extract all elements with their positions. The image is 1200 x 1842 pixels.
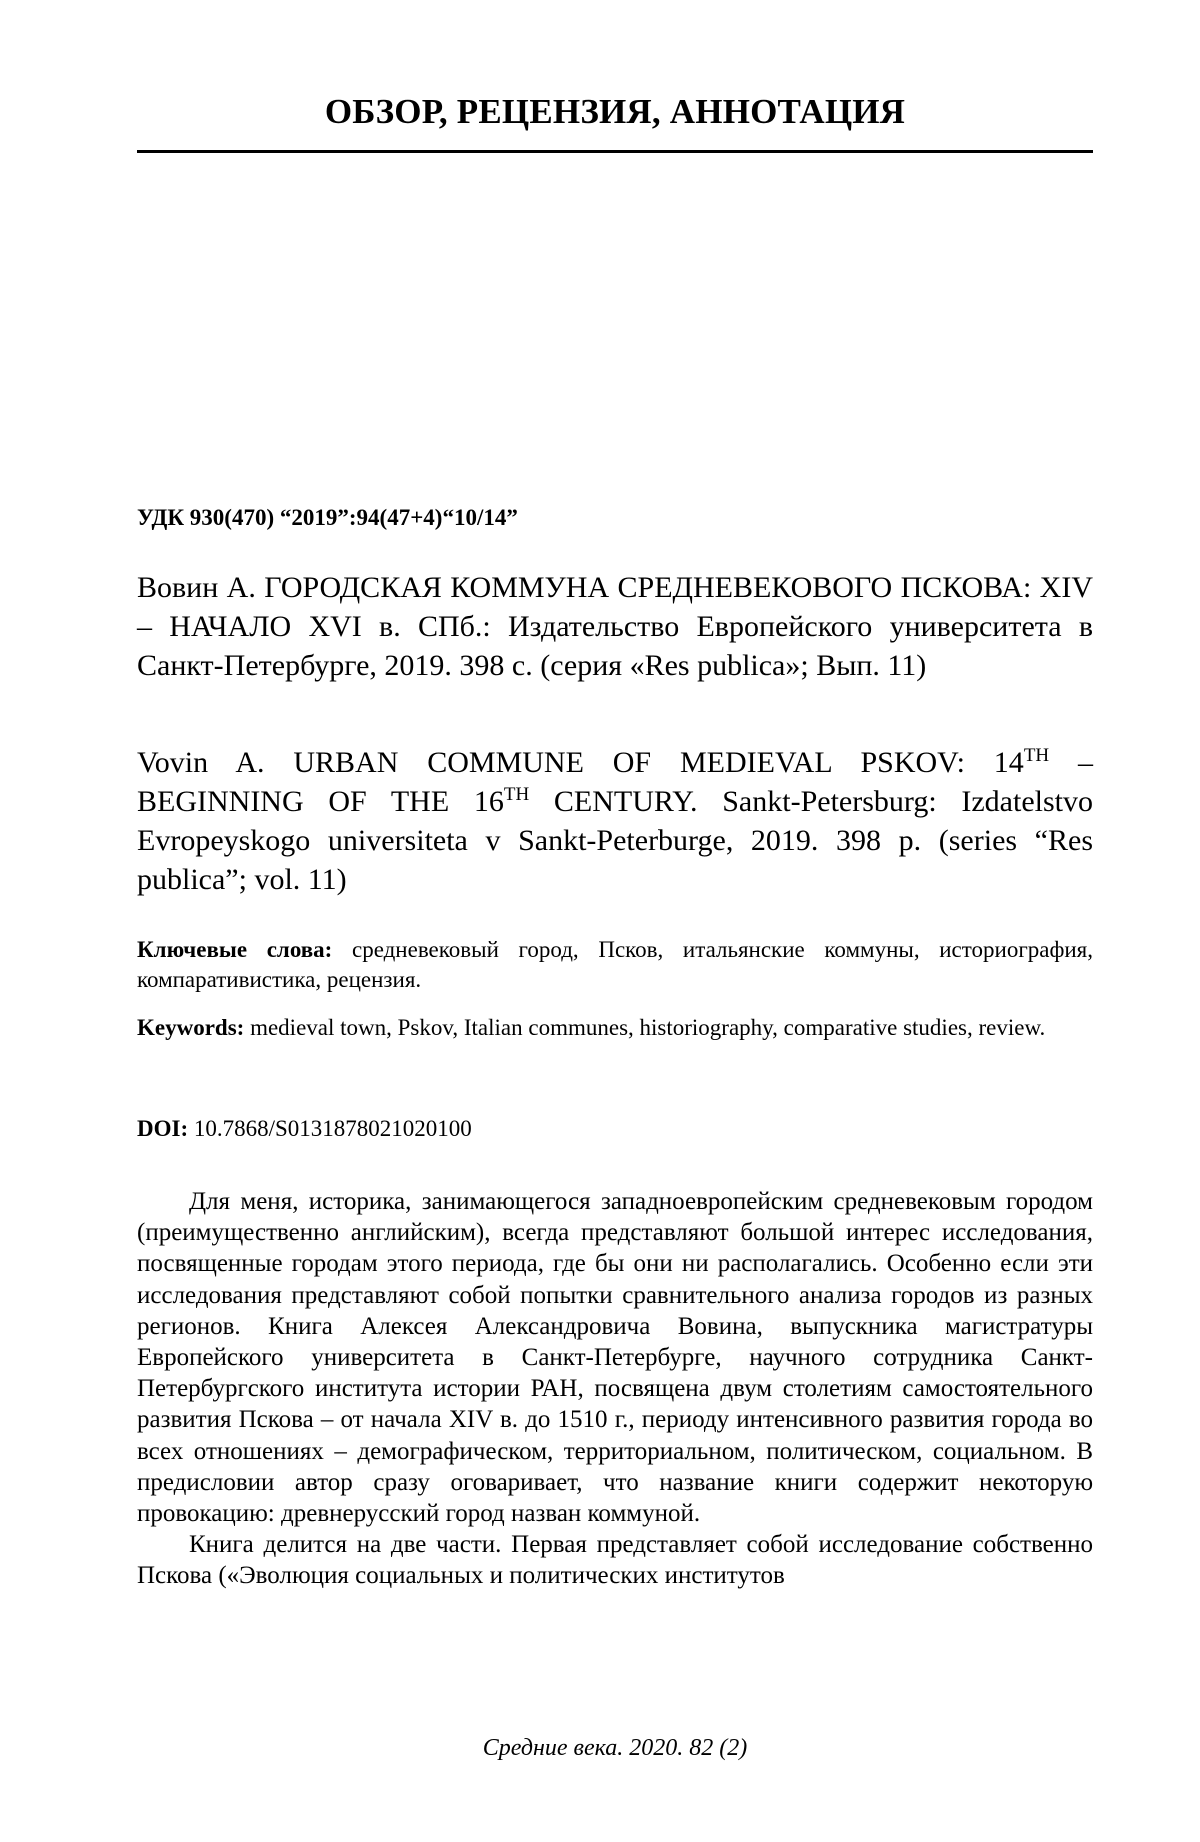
citation-english-part2: – BEGINNING OF THE 16: [137, 746, 1093, 818]
citation-english: [137, 743, 1093, 899]
keywords-russian-text: средневековый город, Псков, итальянские коммуны, историография, компаративистика, рецензия.: [137, 937, 1093, 992]
keywords-russian-label: Ключевые слова:: [137, 937, 333, 962]
citation-russian: Вовин А. ГОРОДСКАЯ КОММУНА СРЕДНЕВЕКОВОГО ПСКОВА: XIV – НАЧАЛО XVI в. СПб.: Издательство Европейского университета в Санкт-Петербурге, 2019. 398 с. (серия «Res publica»; Вып. 11): [137, 571, 1093, 682]
footer-journal: Средние века. 2020. 82: [482, 1735, 714, 1761]
article-body: [137, 1186, 1093, 1592]
udk-code: УДК 930(470) “2019”:94(47+4)“10/14”: [137, 505, 518, 530]
doi-value: 10.7868/S0131878021020100: [188, 1116, 472, 1141]
footer-open-paren: (: [713, 1735, 728, 1761]
footer-issue: 2: [727, 1735, 740, 1761]
body-paragraph-2: Книга делится на две части. Первая представляет собой исследование собственно Пскова («Эволюция социальных и политических институтов: [137, 1531, 1093, 1590]
footer-close-paren: ): [739, 1735, 748, 1761]
citation-english-sup1: TH: [1023, 745, 1050, 766]
keywords-english: [137, 1013, 1093, 1043]
doi: [137, 1116, 472, 1142]
keywords-english-text: medieval town, Pskov, Italian communes, historiography, comparative studies, review.: [244, 1015, 1046, 1040]
keywords-english-label: Keywords:: [137, 1015, 245, 1040]
keywords-russian: [137, 935, 1093, 995]
section-header: ОБЗОР, РЕЦЕНЗИЯ, АННОТАЦИЯ: [324, 92, 906, 131]
body-paragraph-1: Для меня, историка, занимающегося западноевропейским средневековым городом (преимущественно английским), всегда представляют большой интерес исследования, посвященные городам этого периода, где бы они ни располагались. Особенно если эти исследования представляют собой попытки сравнительного анализа городов из разных регионов. Книга Алексея Александровича Вовина, выпускника магистратуры Европейского университета в Санкт-Петербурге, научного сотрудника Санкт-Петербургского института истории РАН, посвящена двум столетиям самостоятельного развития Пскова – от начала XIV в. до 1510 г., периоду интенсивного развития города во всех отношениях – демографическом, территориальном, политическом, социальном. В предисловии автор сразу оговаривает, что название книги содержит некоторую провокацию: древнерусский город назван коммуной.: [137, 1188, 1093, 1528]
page-footer: [137, 1735, 1093, 1762]
doi-label: DOI:: [137, 1116, 189, 1141]
header-rule: [137, 150, 1093, 153]
citation-english-part3: CENTURY. Sankt-Petersburg: Izdatelstvo Evropeyskogo universiteta v Sankt-Peterburge, 2019. 398 p. (series “Res publica”; vol. 11): [137, 785, 1093, 896]
citation-english-part1: Vovin A. URBAN COMMUNE OF MEDIEVAL PSKOV: 14: [137, 746, 1024, 779]
citation-english-sup2: TH: [503, 784, 530, 805]
